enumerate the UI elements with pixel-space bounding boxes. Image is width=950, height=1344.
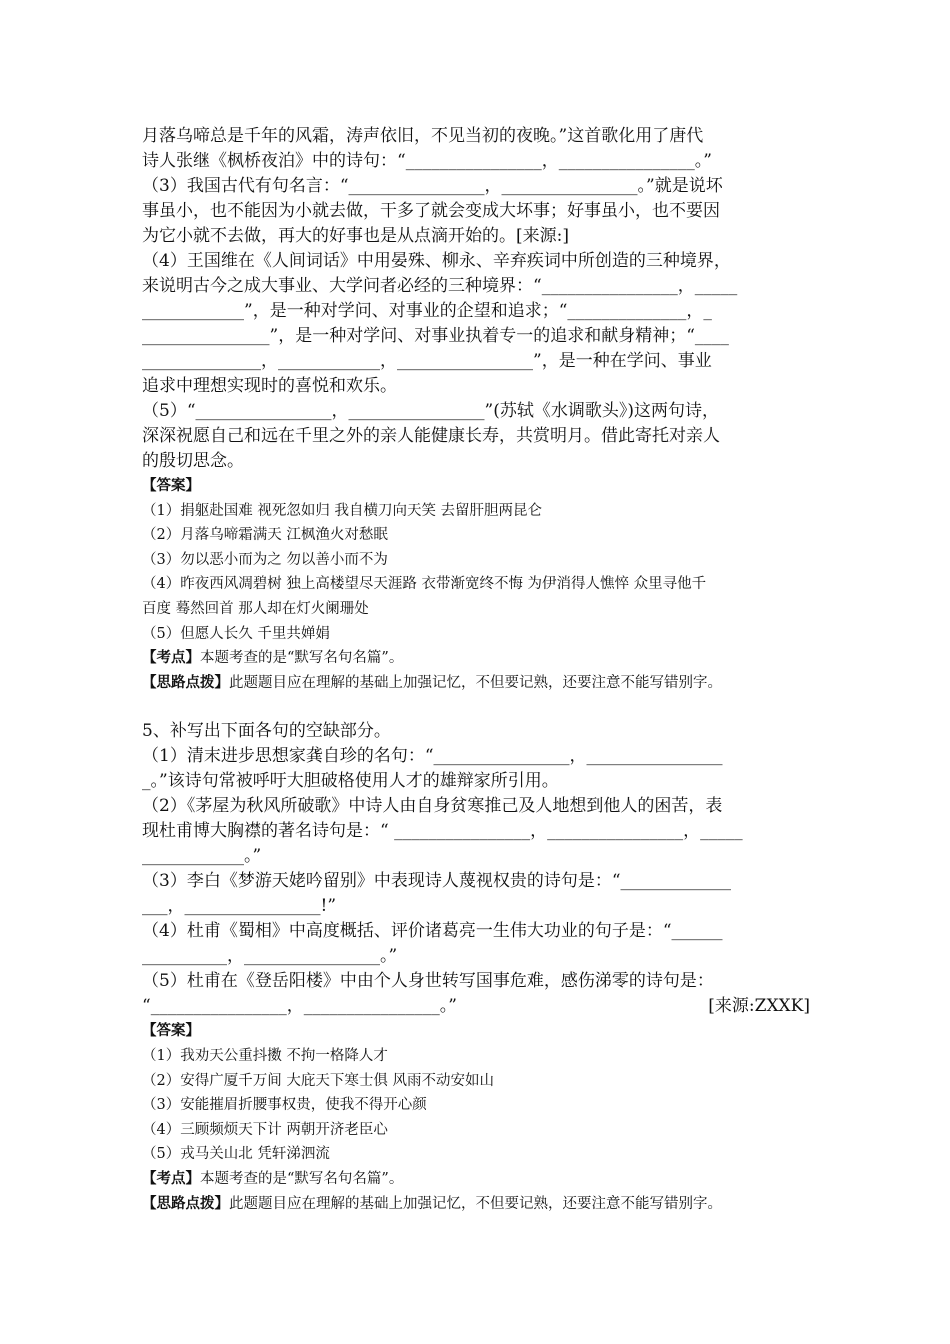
answer-line: （2）安得广厦千万间 大庇天下寒士俱 风雨不动安如山 — [142, 1072, 494, 1089]
answer-line: （1）我劝天公重抖擞 不拘一格降人才 — [142, 1047, 388, 1064]
silu-label: 【思路点拨】 — [142, 1194, 229, 1212]
answer-block-2 — [142, 1019, 810, 1216]
text-line: （4）杜甫《蜀相》中高度概括、评价诸葛亮一生伟大功业的句子是：“______ — [142, 921, 723, 942]
text-line: ____________”，是一种对学问、对事业的企望和追求；“______________，_ — [142, 301, 712, 321]
text-line: （4）王国维在《人间词话》中用晏殊、柳永、辛弃疾词中所创造的三种境界， — [142, 251, 731, 271]
kaodian-label: 【考点】 — [142, 1169, 200, 1187]
text-line: （1）清末进步思想家龚自珍的名句：“________________，________________ — [142, 746, 723, 767]
answer-label: 【答案】 — [142, 477, 200, 494]
document-page — [142, 124, 810, 1216]
answer-line: （3）安能摧眉折腰事权贵，使我不得开心颜 — [142, 1097, 427, 1114]
kaodian-text: 本题考查的是“默写名句名篇”。 — [200, 1170, 404, 1187]
text-line: 追求中理想实现时的喜悦和欢乐。 — [142, 376, 397, 396]
text-line: 的殷切思念。 — [142, 451, 244, 471]
text-line: （3）我国古代有句名言：“________________，________________。”就是说坏 — [142, 176, 723, 196]
kaodian-text: 本题考查的是“默写名句名篇”。 — [200, 650, 404, 667]
question-4-continuation — [142, 124, 810, 474]
text-line: （5）“________________，________________”(苏轼《水调歌头》)这两句诗， — [142, 401, 719, 421]
answer-line: （3）勿以恶小而为之 勿以善小而不为 — [142, 551, 388, 568]
text-line: ______________，____________，________________”，是一种在学问、事业 — [142, 351, 712, 371]
text-line: （2）《茅屋为秋风所破歌》中诗人由自身贫寒推己及人地想到他人的困苦，表 — [142, 796, 723, 817]
question-heading: 5、补写出下面各句的空缺部分。 — [142, 721, 391, 742]
text-line: （3）李白《梦游天姥吟留别》中表现诗人蔑视权贵的诗句是：“_____________ — [142, 871, 732, 892]
answer-line: （4）三顾频烦天下计 两朝开济老臣心 — [142, 1121, 388, 1138]
answer-label: 【答案】 — [142, 1022, 200, 1040]
answer-line: （4）昨夜西风凋碧树 独上高楼望尽天涯路 衣带渐宽终不悔 为伊消得人憔悴 众里寻他千 — [142, 576, 707, 593]
text-line: “________________，________________。” — [142, 996, 457, 1017]
question-5 — [142, 719, 810, 1019]
text-line: 现杜甫博大胸襟的著名诗句是：“ ________________，________________，_____ — [142, 821, 743, 842]
source-note: [来源:ZXXK] — [708, 996, 810, 1017]
text-line: _______________”，是一种对学问、对事业执着专一的追求和献身精神；“____ — [142, 326, 729, 346]
text-line-with-source — [142, 994, 810, 1019]
kaodian-line — [142, 1167, 810, 1192]
silu-text: 此题题目应在理解的基础上加强记忆，不但要记熟，还要注意不能写错别字。 — [229, 1195, 722, 1212]
answer-block-1 — [142, 474, 810, 695]
kaodian-line — [142, 646, 810, 671]
answer-line: （1）捐躯赴国难 视死忽如归 我自横刀向天笑 去留肝胆两昆仑 — [142, 502, 543, 519]
silu-line — [142, 671, 810, 696]
answer-line: （2）月落乌啼霜满天 江枫渔火对愁眠 — [142, 527, 388, 544]
silu-label: 【思路点拨】 — [142, 673, 229, 691]
text-line: 月落乌啼总是千年的风霜，涛声依旧，不见当初的夜晚。”这首歌化用了唐代 — [142, 126, 704, 146]
text-line: ___，________________!” — [142, 896, 337, 917]
kaodian-label: 【考点】 — [142, 649, 200, 667]
silu-line — [142, 1192, 810, 1217]
answer-line: （5）戎马关山北 凭轩涕泗流 — [142, 1146, 330, 1163]
text-line: _。”该诗句常被呼吁大胆破格使用人才的雄辩家所引用。 — [142, 771, 559, 792]
text-line: （5）杜甫在《登岳阳楼》中由个人身世转写国事危难，感伤涕零的诗句是： — [142, 971, 714, 992]
text-line: 事虽小，也不能因为小就去做，干多了就会变成大坏事；好事虽小，也不要因 — [142, 201, 720, 221]
text-line: 诗人张继《枫桥夜泊》中的诗句：“________________，________________。” — [142, 151, 712, 171]
silu-text: 此题题目应在理解的基础上加强记忆，不但要记熟，还要注意不能写错别字。 — [229, 674, 722, 691]
text-line: 来说明古今之成大事业、大学问者必经的三种境界：“________________，_____ — [142, 276, 738, 296]
answer-line: （5）但愿人长久 千里共婵娟 — [142, 625, 330, 642]
text-line: 深深祝愿自己和远在千里之外的亲人能健康长寿，共赏明月。借此寄托对亲人 — [142, 426, 720, 446]
text-line: 为它小就不去做，再大的好事也是从点滴开始的。[来源:] — [142, 226, 569, 246]
answer-line: 百度 蓦然回首 那人却在灯火阑珊处 — [142, 600, 369, 617]
text-line: ____________。” — [142, 846, 262, 867]
text-line: __________，________________。” — [142, 946, 398, 967]
